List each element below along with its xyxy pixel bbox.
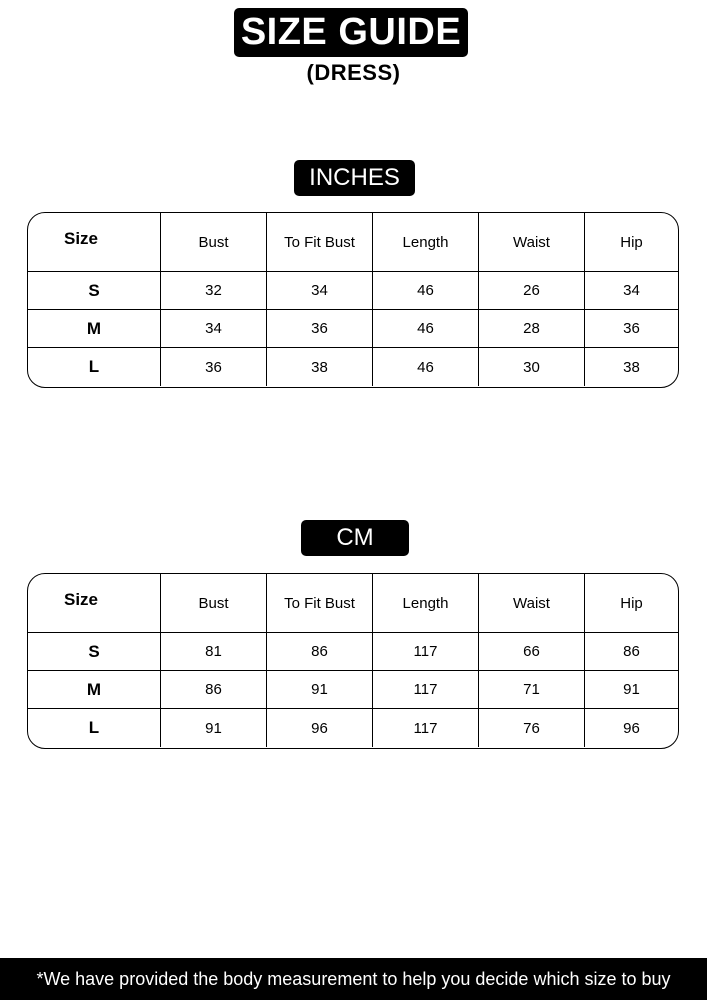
table-cell: S — [28, 272, 161, 309]
table-cell: 34 — [623, 282, 640, 299]
table-cell: 36 — [623, 320, 640, 337]
table-cell: 91 — [623, 681, 640, 698]
table-header-row — [28, 213, 678, 272]
table-cell: 46 — [373, 272, 479, 309]
table-cell: 34 — [161, 310, 267, 347]
table-cell: 76 — [479, 709, 585, 747]
table-cell: 46 — [373, 310, 479, 347]
table-row — [28, 671, 678, 709]
table-cell: 117 — [373, 671, 479, 708]
table-cell: 32 — [161, 272, 267, 309]
table-cell: 66 — [479, 633, 585, 670]
column-header: Waist — [479, 213, 585, 271]
column-header: Hip — [620, 233, 643, 251]
table-row — [28, 709, 678, 747]
table-cell: 71 — [479, 671, 585, 708]
column-header: To Fit Bust — [267, 213, 373, 271]
table-cell: 38 — [623, 358, 640, 376]
cm-unit-label: CM — [301, 520, 409, 556]
column-header: Size — [28, 574, 161, 632]
footer-note: *We have provided the body measurement to help you decide which size to buy — [0, 958, 707, 1000]
table-cell: 86 — [623, 643, 640, 660]
column-header: Length — [373, 213, 479, 271]
table-cell: 86 — [161, 671, 267, 708]
table-row — [28, 633, 678, 671]
table-cell: 26 — [479, 272, 585, 309]
table-row — [28, 310, 678, 348]
table-cell: 36 — [267, 310, 373, 347]
table-cell: L — [28, 709, 161, 747]
table-row — [28, 272, 678, 310]
table-cell: 36 — [161, 348, 267, 386]
page-title: SIZE GUIDE — [234, 8, 468, 57]
column-header: Hip — [620, 594, 643, 612]
column-header: Size — [28, 213, 161, 271]
table-cell: 86 — [267, 633, 373, 670]
table-cell: M — [28, 310, 161, 347]
table-cell: 91 — [161, 709, 267, 747]
table-cell: M — [28, 671, 161, 708]
table-header-row — [28, 574, 678, 633]
table-cell: 96 — [267, 709, 373, 747]
page-subtitle: (DRESS) — [306, 60, 401, 85]
table-cell: 38 — [267, 348, 373, 386]
inches-unit-label: INCHES — [294, 160, 415, 196]
table-cell: 81 — [161, 633, 267, 670]
table-cell: 117 — [373, 709, 479, 747]
inches-size-table — [27, 212, 679, 388]
column-header: Bust — [161, 213, 267, 271]
column-header: Bust — [161, 574, 267, 632]
table-cell: 96 — [623, 719, 640, 737]
column-header: Waist — [479, 574, 585, 632]
table-cell: 34 — [267, 272, 373, 309]
table-cell: S — [28, 633, 161, 670]
table-row — [28, 348, 678, 386]
table-cell: 28 — [479, 310, 585, 347]
cm-size-table — [27, 573, 679, 749]
table-cell: 46 — [373, 348, 479, 386]
table-cell: L — [28, 348, 161, 386]
table-cell: 30 — [479, 348, 585, 386]
column-header: Length — [373, 574, 479, 632]
table-cell: 117 — [373, 633, 479, 670]
column-header: To Fit Bust — [267, 574, 373, 632]
table-cell: 91 — [267, 671, 373, 708]
